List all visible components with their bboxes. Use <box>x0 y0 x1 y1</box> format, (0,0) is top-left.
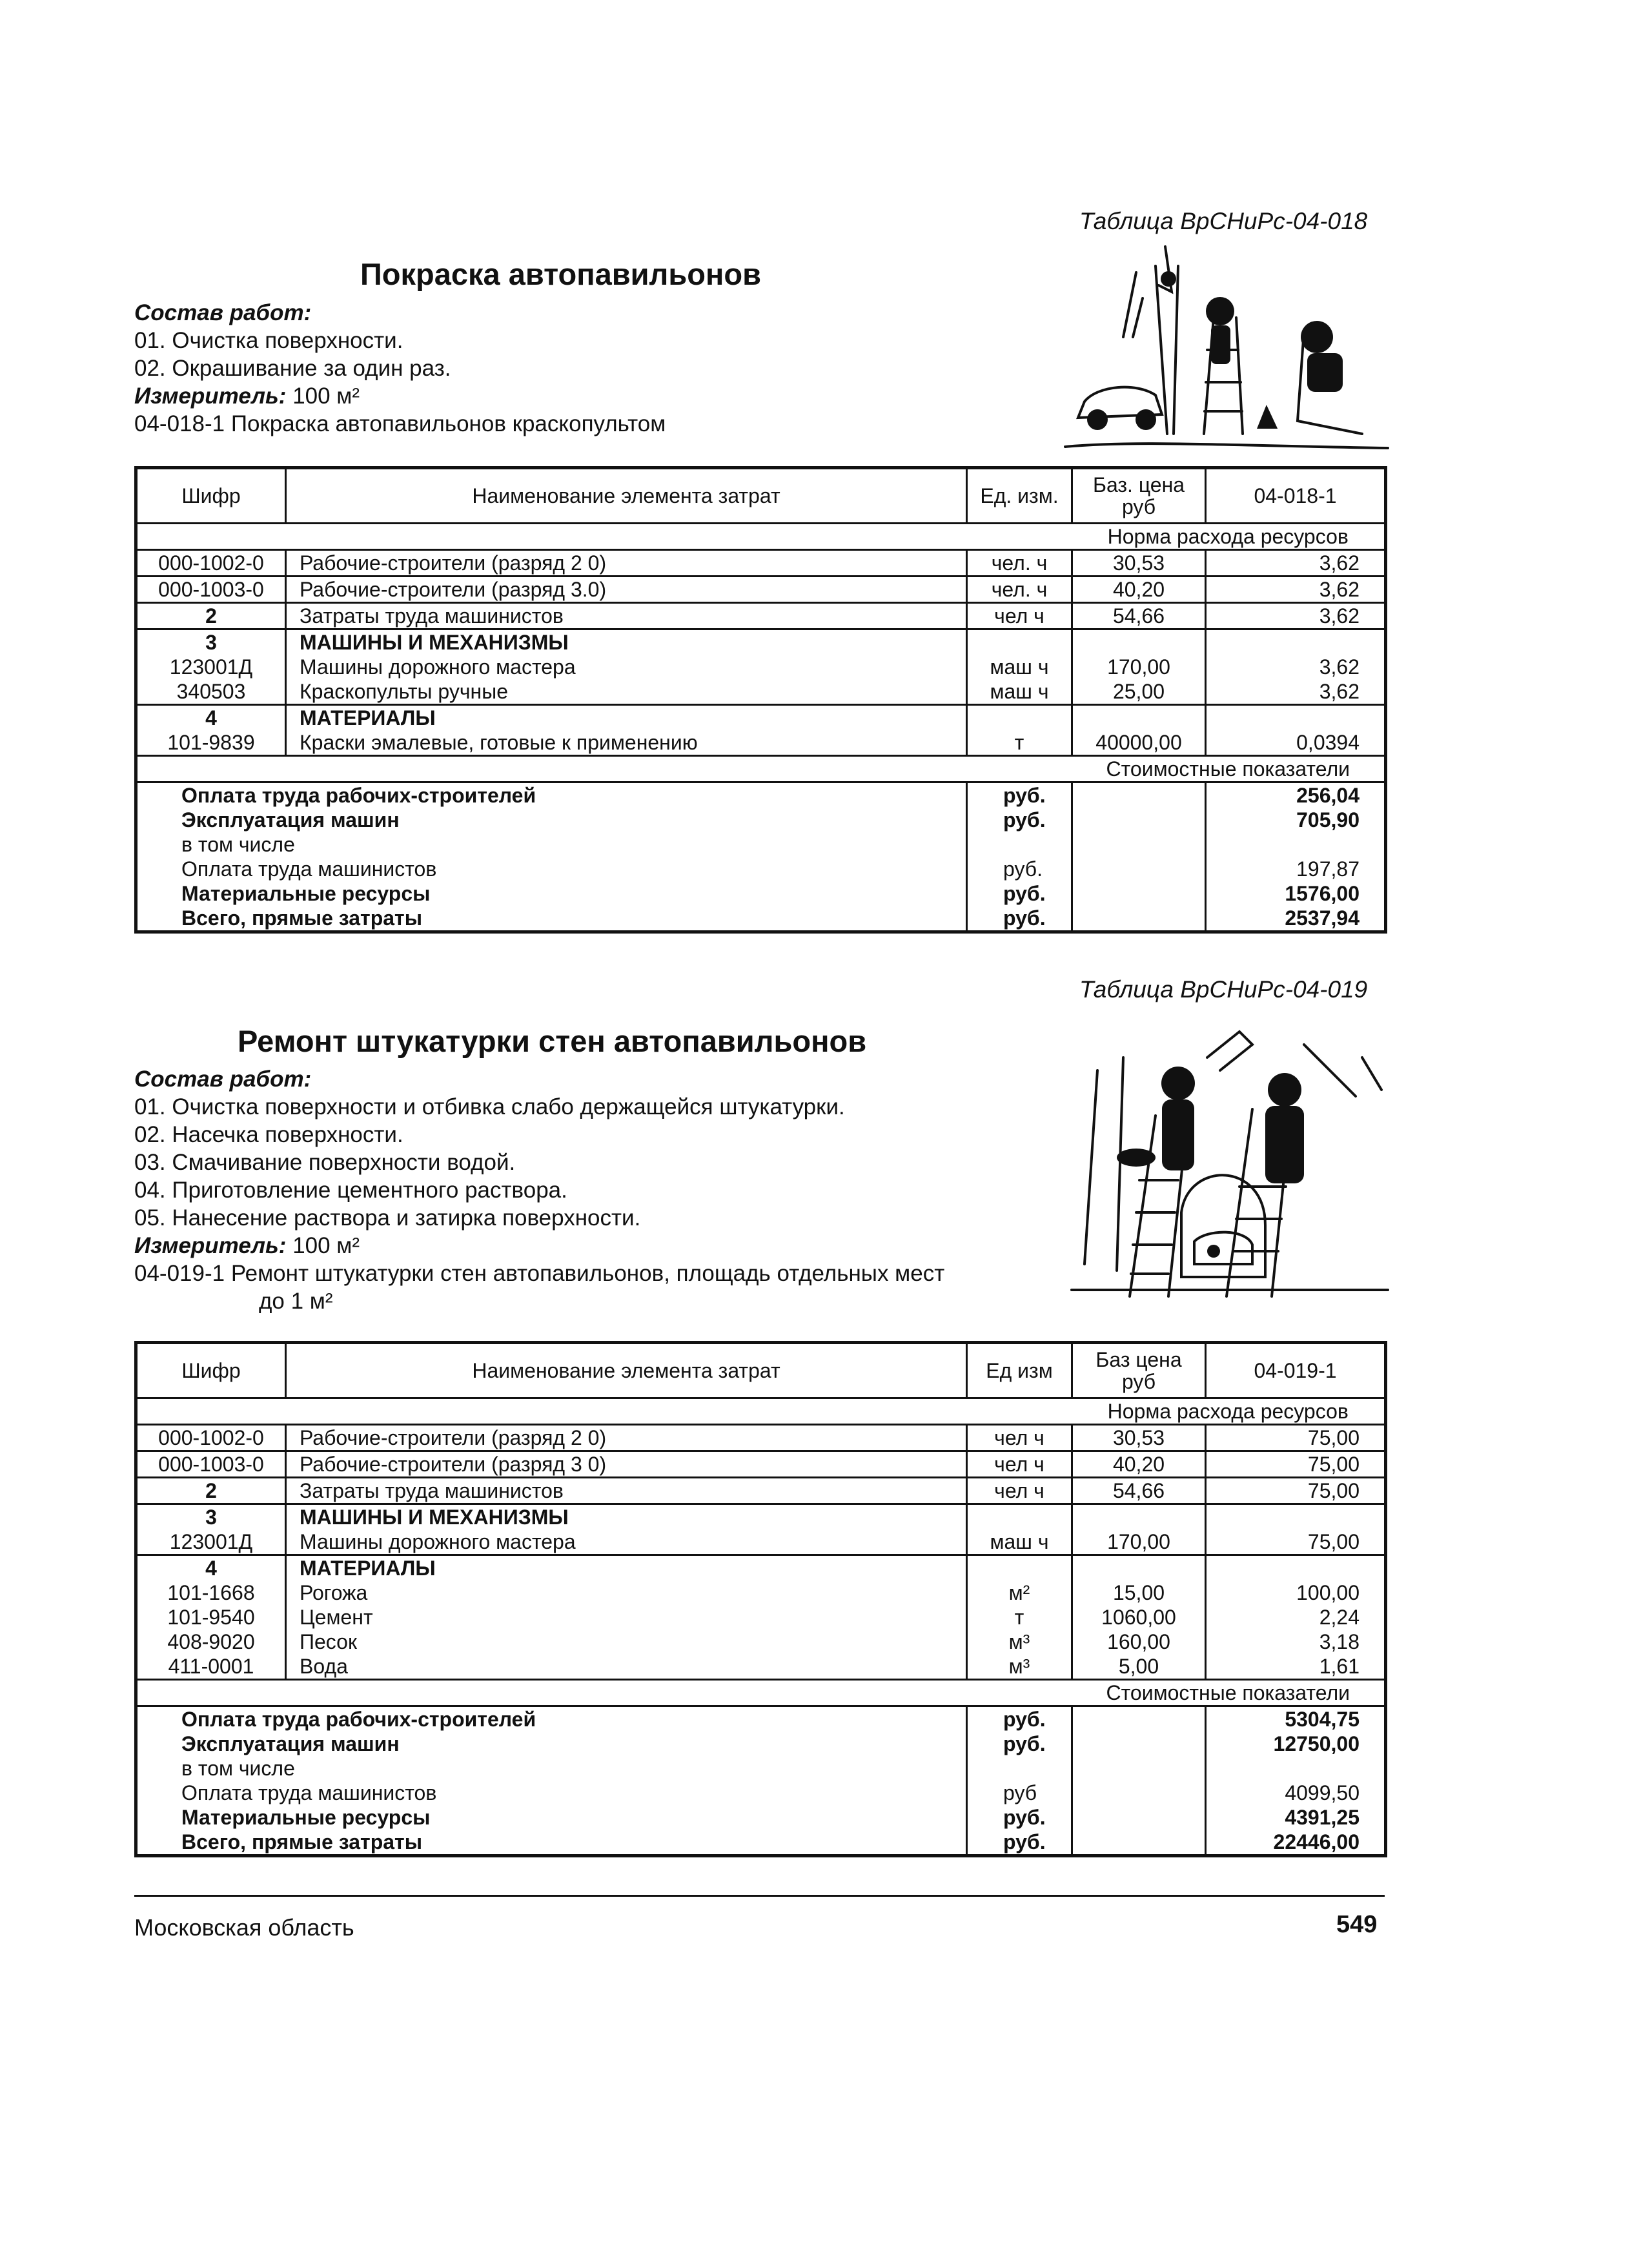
step: 03. Смачивание поверхности водой. <box>134 1150 516 1175</box>
row-code: 000-1003-0 <box>136 577 286 603</box>
row-code: 408-9020 <box>136 1629 286 1654</box>
row-code: 101-9540 <box>136 1605 286 1629</box>
table-row <box>136 1629 1386 1654</box>
row-price: 25,00 <box>1072 679 1206 705</box>
cost-table-1 <box>134 466 1387 934</box>
summary-row <box>136 782 1386 808</box>
row-unit: чел. ч <box>967 550 1072 577</box>
summary-label: Материальные ресурсы <box>136 1805 967 1830</box>
table-row <box>136 705 1386 731</box>
section-title-1: Покраска автопавильонов <box>360 257 762 291</box>
row-name: Рабочие-строители (разряд 3 0) <box>286 1451 967 1478</box>
summary-label: Оплата труда рабочих-строителей <box>136 1706 967 1732</box>
summary-value: 4099,50 <box>1285 1781 1360 1804</box>
row-name: Цемент <box>286 1605 967 1629</box>
row-unit: т <box>967 730 1072 756</box>
row-code: 4 <box>136 705 286 731</box>
header-item: 04-018-1 <box>1206 468 1386 524</box>
row-value: 3,62 <box>1206 603 1386 629</box>
table-row <box>136 655 1386 679</box>
summary-row <box>136 1756 1386 1781</box>
summary-label: Всего, прямые затраты <box>136 1830 967 1856</box>
meter-value: 100 м² <box>292 1233 360 1258</box>
header-name: Наименование элемента затрат <box>286 468 967 524</box>
row-code: 3 <box>136 629 286 655</box>
table-caption-1: Таблица ВрСНиРс-04-018 <box>1079 208 1368 234</box>
row-unit: м³ <box>967 1654 1072 1680</box>
footer-region: Московская область <box>134 1914 354 1941</box>
summary-row <box>136 832 1386 857</box>
summary-row <box>136 881 1386 906</box>
row-code: 4 <box>136 1555 286 1581</box>
work-description-2 <box>134 1065 944 1315</box>
step: 01. Очистка поверхности и отбивка слабо держащейся штукатурки. <box>134 1094 845 1119</box>
summary-unit: руб <box>967 1781 1072 1805</box>
painters-illustration <box>1059 240 1394 460</box>
row-name: Краскопульты ручные <box>286 679 967 705</box>
table-row <box>136 1529 1386 1555</box>
summary-unit: руб. <box>967 906 1072 932</box>
band-resource-norm: Норма расхода ресурсов <box>1072 1398 1386 1425</box>
row-name: Краски эмалевые, готовые к применению <box>286 730 967 756</box>
row-value: 75,00 <box>1206 1478 1386 1504</box>
step: 05. Нанесение раствора и затирка поверхности. <box>134 1205 641 1231</box>
summary-unit: руб. <box>967 782 1072 808</box>
row-value: 0,0394 <box>1206 730 1386 756</box>
summary-label: Оплата труда машинистов <box>136 857 967 881</box>
table-row <box>136 550 1386 577</box>
row-price: 170,00 <box>1072 655 1206 679</box>
row-unit: м² <box>967 1580 1072 1605</box>
row-value: 3,62 <box>1206 679 1386 705</box>
summary-unit: руб. <box>967 857 1072 881</box>
summary-label: Эксплуатация машин <box>136 1732 967 1756</box>
row-price: 40,20 <box>1072 1451 1206 1478</box>
header-price: Баз цена руб <box>1072 1343 1206 1398</box>
summary-row <box>136 1732 1386 1756</box>
summary-unit: руб. <box>967 1706 1072 1732</box>
row-name: МАШИНЫ И МЕХАНИЗМЫ <box>286 629 967 655</box>
summary-label: Материальные ресурсы <box>136 881 967 906</box>
row-code: 2 <box>136 603 286 629</box>
table-row <box>136 1654 1386 1680</box>
summary-value: 705,90 <box>1296 808 1360 832</box>
row-code: 340503 <box>136 679 286 705</box>
section-title-2: Ремонт штукатурки стен автопавильонов <box>238 1024 867 1058</box>
summary-label: Эксплуатация машин <box>136 808 967 832</box>
summary-label: Оплата труда машинистов <box>136 1781 967 1805</box>
row-unit: маш ч <box>967 679 1072 705</box>
cost-table-2 <box>134 1341 1387 1857</box>
summary-row <box>136 808 1386 832</box>
row-name: Машины дорожного мастера <box>286 655 967 679</box>
header-unit: Ед. изм. <box>967 468 1072 524</box>
table-row <box>136 1605 1386 1629</box>
row-value: 3,18 <box>1319 1630 1360 1653</box>
summary-row <box>136 1830 1386 1856</box>
row-value: 75,00 <box>1206 1529 1386 1555</box>
summary-unit: руб. <box>967 881 1072 906</box>
row-value: 1,61 <box>1206 1654 1386 1680</box>
row-code: 123001Д <box>136 655 286 679</box>
row-name: МАТЕРИАЛЫ <box>286 1555 967 1581</box>
summary-value: 256,04 <box>1296 784 1360 807</box>
table-caption-2: Таблица ВрСНиРс-04-019 <box>1079 976 1368 1003</box>
summary-value: 22446,00 <box>1273 1830 1360 1854</box>
table-row <box>136 577 1386 603</box>
header-code: Шифр <box>136 1343 286 1398</box>
page-number: 549 <box>1336 1911 1378 1938</box>
summary-value: 4391,25 <box>1285 1806 1360 1829</box>
row-name: Песок <box>286 1629 967 1654</box>
summary-unit: руб. <box>967 1732 1072 1756</box>
row-price: 30,53 <box>1072 1425 1206 1451</box>
row-unit: чел ч <box>967 1425 1072 1451</box>
work-description-1 <box>134 299 666 438</box>
table-row <box>136 603 1386 629</box>
row-value: 2,24 <box>1319 1606 1360 1629</box>
meter-label: Измеритель: <box>134 383 287 409</box>
table-row <box>136 1580 1386 1605</box>
header-item: 04-019-1 <box>1206 1343 1386 1398</box>
composition-label: Состав работ: <box>134 300 312 325</box>
row-name: Рогожа <box>286 1580 967 1605</box>
table-row <box>136 1555 1386 1581</box>
row-price: 54,66 <box>1072 603 1206 629</box>
row-code: 000-1002-0 <box>136 1425 286 1451</box>
row-unit: т <box>967 1605 1072 1629</box>
summary-unit: руб. <box>967 1805 1072 1830</box>
row-value: 100,00 <box>1296 1581 1360 1604</box>
step: 04. Приготовление цементного раствора. <box>134 1178 567 1203</box>
summary-value: 5304,75 <box>1285 1708 1360 1731</box>
row-name: Затраты труда машинистов <box>286 603 967 629</box>
summary-label: Всего, прямые затраты <box>136 906 967 932</box>
row-value: 3,62 <box>1319 655 1360 679</box>
band-cost-indicators: Стоимостные показатели <box>1072 1680 1386 1706</box>
row-code: 101-1668 <box>136 1580 286 1605</box>
row-name: Затраты труда машинистов <box>286 1478 967 1504</box>
summary-value: 197,87 <box>1296 857 1360 881</box>
composition-label: Состав работ: <box>134 1067 312 1092</box>
row-name: МАТЕРИАЛЫ <box>286 705 967 731</box>
row-price: 54,66 <box>1072 1478 1206 1504</box>
row-price: 5,00 <box>1072 1654 1206 1680</box>
header-name: Наименование элемента затрат <box>286 1343 967 1398</box>
row-value: 3,62 <box>1206 577 1386 603</box>
meter-value: 100 м² <box>292 383 360 409</box>
row-price: 30,53 <box>1072 550 1206 577</box>
summary-label: в том числе <box>136 832 967 857</box>
row-unit: м³ <box>967 1629 1072 1654</box>
row-value: 3,62 <box>1206 550 1386 577</box>
step: 02. Окрашивание за один раз. <box>134 356 451 381</box>
row-unit: чел ч <box>967 1478 1072 1504</box>
band-resource-norm: Норма расхода ресурсов <box>1072 524 1386 550</box>
summary-label: Оплата труда рабочих-строителей <box>136 782 967 808</box>
row-price: 1060,00 <box>1072 1605 1206 1629</box>
table-row <box>136 629 1386 655</box>
row-unit: чел. ч <box>967 577 1072 603</box>
item-line: 04-019-1 Ремонт штукатурки стен автопавильонов, площадь отдельных мест <box>134 1261 945 1286</box>
summary-row <box>136 1781 1386 1805</box>
item-line: 04-018-1 Покраска автопавильонов краскопультом <box>134 411 666 436</box>
row-unit: маш ч <box>967 655 1072 679</box>
row-code: 411-0001 <box>136 1654 286 1680</box>
row-value: 75,00 <box>1206 1425 1386 1451</box>
header-price: Баз. цена руб <box>1072 468 1206 524</box>
summary-label: в том числе <box>136 1756 967 1781</box>
row-name: Рабочие-строители (разряд 2 0) <box>286 1425 967 1451</box>
row-code: 101-9839 <box>136 730 286 756</box>
meter-label: Измеритель: <box>134 1233 287 1258</box>
row-name: Вода <box>286 1654 967 1680</box>
row-code: 3 <box>136 1504 286 1530</box>
row-code: 000-1003-0 <box>136 1451 286 1478</box>
row-code: 2 <box>136 1478 286 1504</box>
header-unit: Ед изм <box>967 1343 1072 1398</box>
row-code: 123001Д <box>136 1529 286 1555</box>
header-code: Шифр <box>136 468 286 524</box>
row-price: 160,00 <box>1072 1629 1206 1654</box>
summary-row <box>136 1805 1386 1830</box>
step: 01. Очистка поверхности. <box>134 328 403 353</box>
row-name: МАШИНЫ И МЕХАНИЗМЫ <box>286 1504 967 1530</box>
summary-value: 12750,00 <box>1273 1732 1360 1755</box>
table-row <box>136 1425 1386 1451</box>
summary-row <box>136 857 1386 881</box>
row-name: Машины дорожного мастера <box>286 1529 967 1555</box>
step: 02. Насечка поверхности. <box>134 1122 403 1147</box>
row-price: 40,20 <box>1072 577 1206 603</box>
row-unit: чел ч <box>967 1451 1072 1478</box>
summary-row <box>136 906 1386 932</box>
row-unit: маш ч <box>967 1529 1072 1555</box>
table-row <box>136 1451 1386 1478</box>
summary-value: 1576,00 <box>1285 882 1360 905</box>
row-code: 000-1002-0 <box>136 550 286 577</box>
row-price: 40000,00 <box>1072 730 1206 756</box>
table-row <box>136 679 1386 705</box>
row-name: Рабочие-строители (разряд 2 0) <box>286 550 967 577</box>
footer-rule <box>134 1895 1385 1897</box>
row-price: 170,00 <box>1072 1529 1206 1555</box>
item-line-continued: до 1 м² <box>259 1289 333 1314</box>
row-price: 15,00 <box>1072 1580 1206 1605</box>
plasterers-illustration <box>1059 1019 1394 1303</box>
table-row <box>136 730 1386 756</box>
summary-row <box>136 1706 1386 1732</box>
table-row <box>136 1478 1386 1504</box>
row-unit: чел ч <box>967 603 1072 629</box>
summary-unit: руб. <box>967 1830 1072 1856</box>
row-value: 75,00 <box>1206 1451 1386 1478</box>
row-name: Рабочие-строители (разряд 3.0) <box>286 577 967 603</box>
summary-value: 2537,94 <box>1285 906 1360 930</box>
summary-unit: руб. <box>967 808 1072 832</box>
band-cost-indicators: Стоимостные показатели <box>1072 756 1386 782</box>
table-row <box>136 1504 1386 1530</box>
